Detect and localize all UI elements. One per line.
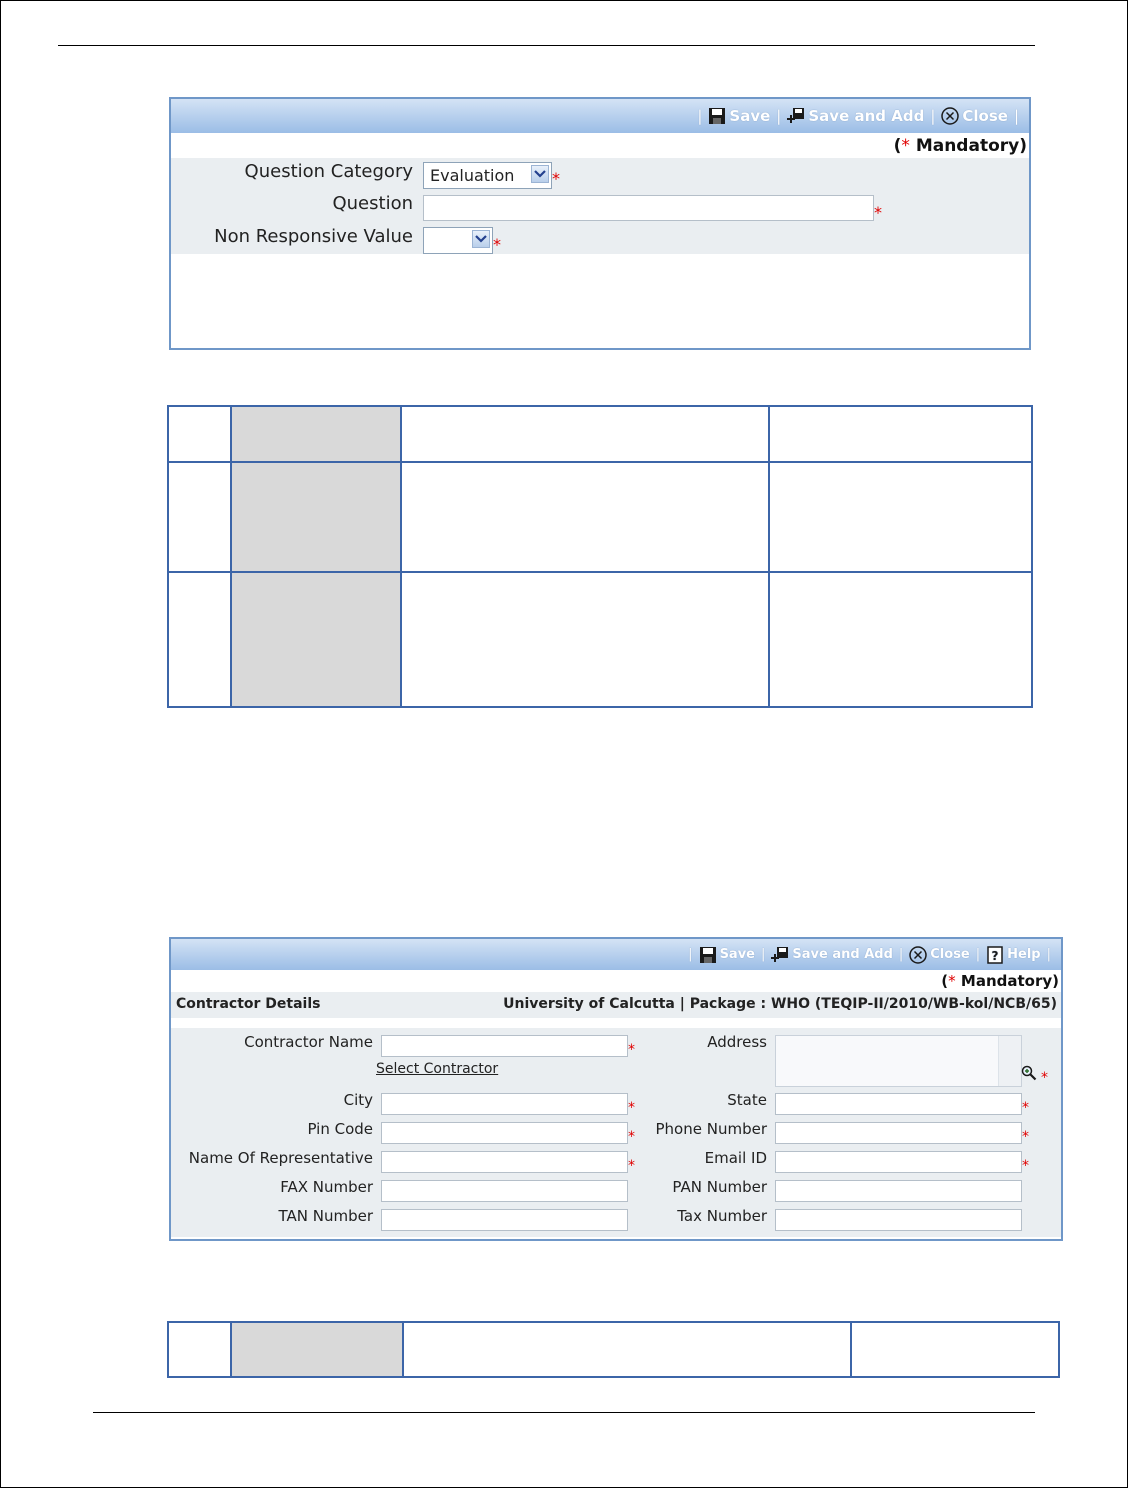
city-input[interactable]: [381, 1093, 628, 1115]
pin-code-input[interactable]: [381, 1122, 628, 1144]
mandatory-close-paren: ): [1019, 136, 1027, 156]
section-title: Contractor Details: [176, 996, 321, 1012]
pan-number-label: PAN Number: [672, 1178, 767, 1196]
required-star: *: [1041, 1070, 1048, 1086]
table-cell: [769, 462, 1032, 572]
question-category-select[interactable]: [423, 162, 552, 189]
question-category-label: Question Category: [244, 161, 413, 182]
question-category-value: Evaluation: [430, 166, 515, 185]
floppy-disk-icon: [699, 946, 717, 964]
table-row: [168, 572, 1032, 707]
table-cell: [168, 1322, 231, 1377]
address-label: Address: [707, 1033, 767, 1051]
table-cell: [401, 462, 769, 572]
contractor-name-label: Contractor Name: [244, 1033, 373, 1051]
select-contractor-link[interactable]: Select Contractor: [376, 1061, 499, 1077]
magnifier-plus-icon[interactable]: [1021, 1065, 1037, 1081]
pin-code-label: Pin Code: [307, 1120, 373, 1138]
tan-number-label: TAN Number: [278, 1207, 373, 1225]
required-star: *: [874, 203, 882, 222]
save-and-add-button[interactable]: [771, 946, 892, 964]
tan-number-input[interactable]: [381, 1209, 628, 1231]
required-star: *: [628, 1158, 635, 1174]
table-cell: [168, 572, 231, 707]
city-label: City: [343, 1091, 373, 1109]
toolbar: [171, 939, 1061, 970]
phone-number-label: Phone Number: [655, 1120, 767, 1138]
required-star: *: [628, 1042, 635, 1058]
mandatory-close-paren: ): [1052, 972, 1059, 990]
description-table: [167, 405, 1033, 708]
description-table: [167, 1321, 1060, 1378]
table-cell: [401, 406, 769, 462]
table-cell: [168, 406, 231, 462]
save-add-icon: [771, 946, 789, 964]
table-cell: [769, 572, 1032, 707]
mandatory-note: [894, 136, 1029, 156]
pan-number-input[interactable]: [775, 1180, 1022, 1202]
save-and-add-label: Save and Add: [792, 947, 893, 962]
non-responsive-value-label: Non Responsive Value: [214, 226, 413, 247]
table-row: [168, 462, 1032, 572]
table-cell: [403, 1322, 851, 1377]
fax-number-input[interactable]: [381, 1180, 628, 1202]
phone-number-input[interactable]: [775, 1122, 1022, 1144]
state-input[interactable]: [775, 1093, 1022, 1115]
name-of-representative-label: Name Of Representative: [188, 1149, 373, 1167]
close-label: Close: [962, 107, 1008, 125]
question-label: Question: [332, 193, 413, 214]
close-button[interactable]: [909, 946, 969, 964]
name-of-representative-input[interactable]: [381, 1151, 628, 1173]
contractor-details-panel: [169, 937, 1063, 1241]
question-input[interactable]: [423, 195, 874, 221]
save-label: Save: [729, 107, 771, 125]
state-label: State: [727, 1091, 767, 1109]
required-star: *: [628, 1100, 635, 1116]
non-responsive-value-select[interactable]: [423, 227, 493, 254]
table-cell: [231, 462, 401, 572]
address-textarea[interactable]: [775, 1035, 1022, 1087]
mandatory-text: Mandatory: [915, 136, 1020, 156]
floppy-disk-icon: [708, 107, 726, 125]
close-circle-icon: [941, 107, 959, 125]
help-label: Help: [1007, 947, 1041, 962]
tax-number-label: Tax Number: [677, 1207, 767, 1225]
table-cell: [231, 572, 401, 707]
table-cell: [168, 462, 231, 572]
address-scrollbar[interactable]: [998, 1036, 1021, 1086]
mandatory-star: *: [948, 972, 956, 990]
toolbar-separator: |: [688, 947, 693, 962]
save-button[interactable]: [708, 107, 770, 125]
toolbar-separator: |: [975, 947, 981, 962]
save-add-icon: [787, 107, 805, 125]
mandatory-open-paren: (: [893, 136, 902, 156]
table-cell: [401, 572, 769, 707]
save-and-add-label: Save and Add: [808, 107, 925, 125]
email-id-label: Email ID: [704, 1149, 767, 1167]
required-star: *: [493, 235, 501, 254]
header-rule: [58, 45, 1035, 46]
close-circle-icon: [909, 946, 927, 964]
save-label: Save: [719, 947, 755, 962]
email-id-input[interactable]: [775, 1151, 1022, 1173]
chevron-down-icon[interactable]: [531, 165, 549, 183]
table-cell: [851, 1322, 1059, 1377]
toolbar-separator: |: [930, 107, 936, 125]
save-and-add-button[interactable]: [787, 107, 924, 125]
required-star: *: [1022, 1158, 1029, 1174]
mandatory-open-paren: (: [941, 972, 949, 990]
toolbar-separator: |: [1013, 107, 1019, 125]
chevron-down-icon[interactable]: [472, 230, 490, 248]
toolbar-separator: |: [898, 947, 904, 962]
mandatory-note: [941, 972, 1061, 990]
help-icon: [986, 946, 1004, 964]
mandatory-text: Mandatory: [960, 972, 1053, 990]
toolbar: [171, 99, 1029, 133]
toolbar-separator: |: [697, 107, 703, 125]
required-star: *: [552, 169, 560, 188]
toolbar-separator: |: [776, 107, 782, 125]
tax-number-input[interactable]: [775, 1209, 1022, 1231]
toolbar-separator: |: [761, 947, 766, 962]
toolbar-separator: |: [1046, 947, 1051, 962]
required-star: *: [1022, 1100, 1029, 1116]
footer-rule: [93, 1412, 1035, 1413]
required-star: *: [1022, 1129, 1029, 1145]
svg-text:?: ?: [991, 948, 999, 963]
help-button[interactable]: [986, 946, 1040, 964]
table-cell: [231, 406, 401, 462]
section-context: University of Calcutta | Package : WHO (TEQIP-II/2010/WB-kol/NCB/65): [503, 996, 1057, 1012]
save-button[interactable]: [699, 946, 755, 964]
mandatory-star: *: [901, 136, 910, 156]
question-form-panel: [169, 97, 1031, 350]
table-cell: [769, 406, 1032, 462]
fax-number-label: FAX Number: [280, 1178, 373, 1196]
table-row: [168, 406, 1032, 462]
section-header: [171, 992, 1061, 1018]
contractor-name-input[interactable]: [381, 1035, 628, 1057]
required-star: *: [628, 1129, 635, 1145]
close-button[interactable]: [941, 107, 1008, 125]
close-label: Close: [930, 947, 970, 962]
table-row: [168, 1322, 1059, 1377]
table-cell: [231, 1322, 403, 1377]
